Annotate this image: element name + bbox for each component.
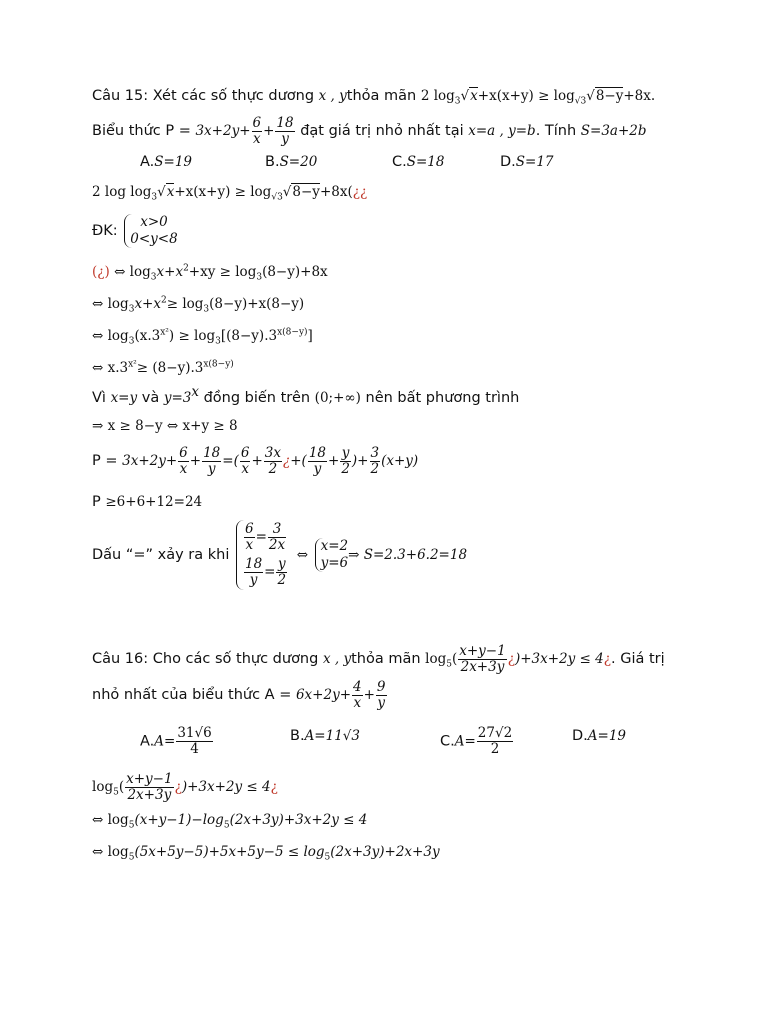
q15-solution-line3: ⇔ $\log_3x+x^2\ge \log_3(8-y)+x(8-y)$: [92, 295, 305, 315]
q16-option-c: C.A= $\frac{27√2}{2}$: [440, 725, 513, 757]
q16-statement-text2: thỏa mãn: [351, 651, 421, 667]
q15-domain-condition: ĐK: x>0 0<y<8: [92, 214, 178, 247]
q15-solution-line7: ⇒ x ≥ 8−y ⇔ x+y ≥ 8: [92, 418, 238, 434]
q16-vars: x , y: [322, 651, 352, 667]
q15-solution-line4: ⇔ $\log_3(x.3^{x^2}) \ge \log_3[(8-y).3^{x(8-y)}]$: [92, 327, 313, 347]
q15-statement-line2: [92, 116, 647, 147]
q15-option-a: A.S=19: [140, 154, 193, 170]
q15-target-expression: S=3a+2b: [580, 123, 647, 139]
q16-solution-line3: ⇔ $\log_5(5x+5y-5)+5x+5y-5 \le \log_5(2x+3y)+2x+3y$: [92, 844, 440, 863]
q15-solution-line2: (¿) ⇔ $\log_3x+x^2+xy \ge \log_3(8-y)+8x$: [92, 263, 328, 283]
q15-expression-label: Biểu thức P =: [92, 123, 191, 139]
q16-a-expression: 6x+2y+ $\frac{4}{x}$ + $\frac{9}{y}$: [295, 679, 386, 711]
q15-statement-text: Câu 15: Xét các số thực dương: [92, 88, 315, 104]
q15-option-d: D.S=17: [500, 154, 554, 170]
q15-equality-condition: Dấu “=” xảy ra khi $\frac{6}{x}$ = $\frac{3}{2x}$ $\frac{18}{y}$ = $\frac{y}{2}$ ⇔ x=2 y=6 ⇒ S=2.3+6.2=18: [92, 521, 468, 588]
q16-statement-text: Câu 16: Cho các số thực dương: [92, 651, 319, 667]
q15-condition: 2 $\log_3√x+x(x+y) \ge \log_{√3}√8-y+8x$.: [420, 88, 656, 107]
q16-statement-line1: [92, 644, 665, 675]
q15-p-expression: 3x+2y+ $\frac{6}{x}$ + $\frac{18}{y}$: [195, 115, 294, 147]
q16-statement-line2: [92, 680, 388, 711]
q16-option-d: D.A=19: [572, 728, 627, 744]
q15-solution-system: x=2 y=6: [315, 538, 349, 572]
q15-solution-line6: Vì x=y và $y=3^x$ đồng biến trên (0;+∞) nên bất phương trình: [92, 384, 520, 406]
q16-solution-line1: $\log_5$( $\frac{x+y-1}{2x+3y}$ ¿)+3x+2y ≤ 4¿: [92, 771, 278, 803]
q15-solution-line9: P ≥6+6+12=24: [92, 494, 203, 510]
q15-equality-system: $\frac{6}{x}$ = $\frac{3}{2x}$ $\frac{18}{y}$ = $\frac{y}{2}$: [236, 520, 292, 590]
q15-solution-line5: ⇔ $x.3^{x^2}\ge (8-y).3^{x(8-y)}$: [92, 359, 234, 376]
q16-expression-label: nhỏ nhất của biểu thức A =: [92, 687, 292, 703]
q15-p-decomposition: 3x+2y+ $\frac{6}{x}$ + $\frac{18}{y}$ =( $\frac{6}{x}$ + $\frac{3x}{2}$ ¿+( $\frac{18}{y}$ + $\frac{y}{2}$ )+ $\frac{3}{2}$ (x+y): [122, 445, 419, 477]
q15-option-c: C.S=18: [392, 154, 445, 170]
q15-statement-text2: thỏa mãn: [346, 88, 417, 104]
q16-condition: $\log_5$( $\frac{x+y-1}{2x+3y}$ ¿)+3x+2y ≤ 4¿: [425, 643, 611, 675]
q16-option-a: A.A= $\frac{31√6}{4}$: [140, 725, 212, 757]
q15-statement-line1: [92, 86, 655, 106]
q15-text-min: đạt giá trị nhỏ nhất tại: [300, 123, 464, 139]
q15-text-compute: . Tính: [535, 123, 577, 139]
q15-at-values: x=a , y=b: [468, 123, 536, 139]
q15-solution-line8: P = 3x+2y+ $\frac{6}{x}$ + $\frac{18}{y}$ =( $\frac{6}{x}$ + $\frac{3x}{2}$ ¿+( $\frac{18}{y}$ + $\frac{y}{2}$ )+ $\frac{3}{2}$ (x+y): [92, 445, 419, 477]
q15-option-b: B.S=20: [265, 154, 318, 170]
q15-vars: x , y: [318, 88, 347, 104]
q15-domain-brace: x>0 0<y<8: [124, 214, 177, 248]
q15-solution-line1: 2 $\log \log_3√x+x(x+y)$ ≥ $\log_{√3}√8-y+8x(¿¿$: [92, 184, 368, 203]
q16-solution-line2: ⇔ $\log_5(x+y-1)-\log_5(2x+3y)+3x+2y \le 4$: [92, 812, 368, 831]
q16-text-value: . Giá trị: [611, 651, 665, 667]
q16-option-b: B.A=11√3: [290, 728, 360, 744]
